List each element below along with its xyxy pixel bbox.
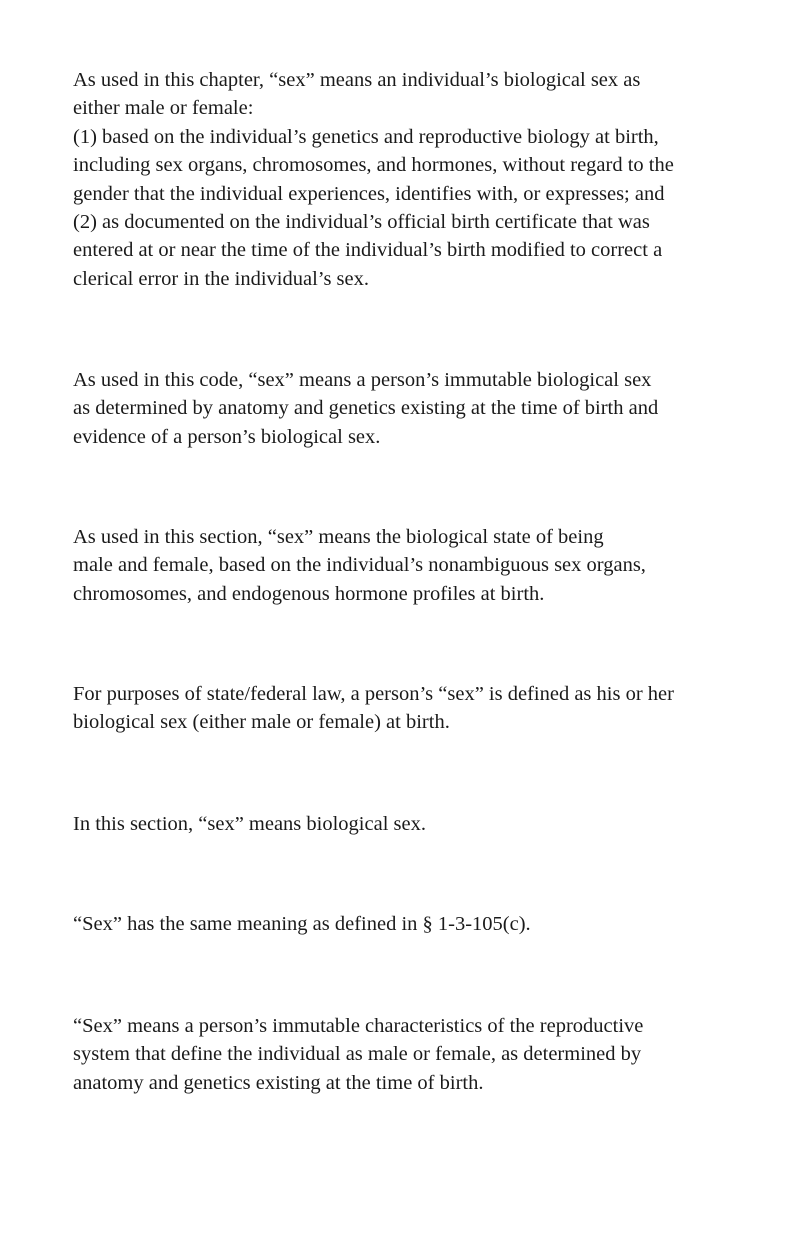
definition-reproductive-system xyxy=(73,1012,733,1097)
definition-line: “Sex” has the same meaning as defined in § 1-3-105(c). xyxy=(73,913,531,935)
definition-line: system that define the individual as male or female, as determined by xyxy=(73,1043,642,1066)
definition-line: (1) based on the individual’s genetics and reproductive biology at birth, xyxy=(73,125,659,148)
definition-section-biological-state xyxy=(73,523,733,608)
definition-chapter-sex xyxy=(73,66,733,293)
definition-line: In this section, “sex” means biological sex. xyxy=(73,813,426,835)
definition-line: either male or female: xyxy=(73,97,254,120)
definition-line: anatomy and genetics existing at the time of birth. xyxy=(73,1071,484,1094)
definition-line: gender that the individual experiences, identifies with, or expresses; and xyxy=(73,182,665,205)
definition-line: clerical error in the individual’s sex. xyxy=(73,267,370,290)
definition-state-federal-law xyxy=(73,680,733,737)
definition-line: male and female, based on the individual’s nonambiguous sex organs, xyxy=(73,554,646,577)
definition-line: As used in this section, “sex” means the biological state of being xyxy=(73,526,604,548)
definition-line: evidence of a person’s biological sex. xyxy=(73,425,381,448)
definition-line: including sex organs, chromosomes, and hormones, without regard to the xyxy=(73,154,674,177)
definition-line: entered at or near the time of the individual’s birth modified to correct a xyxy=(73,239,663,262)
definition-section-biological-sex xyxy=(73,810,733,838)
definition-line: chromosomes, and endogenous hormone profiles at birth. xyxy=(73,582,545,605)
definition-line: As used in this chapter, “sex” means an individual’s biological sex as xyxy=(73,69,641,91)
definition-line: “Sex” means a person’s immutable characteristics of the reproductive xyxy=(73,1015,644,1037)
definition-line: As used in this code, “sex” means a person’s immutable biological sex xyxy=(73,369,652,391)
definition-line: as determined by anatomy and genetics existing at the time of birth and xyxy=(73,397,659,420)
definition-cross-reference xyxy=(73,910,733,938)
definition-line: For purposes of state/federal law, a person’s “sex” is defined as his or her xyxy=(73,683,674,705)
definition-code-sex xyxy=(73,366,733,451)
definition-line: biological sex (either male or female) at birth. xyxy=(73,711,450,734)
definition-line: (2) as documented on the individual’s official birth certificate that was xyxy=(73,211,650,234)
